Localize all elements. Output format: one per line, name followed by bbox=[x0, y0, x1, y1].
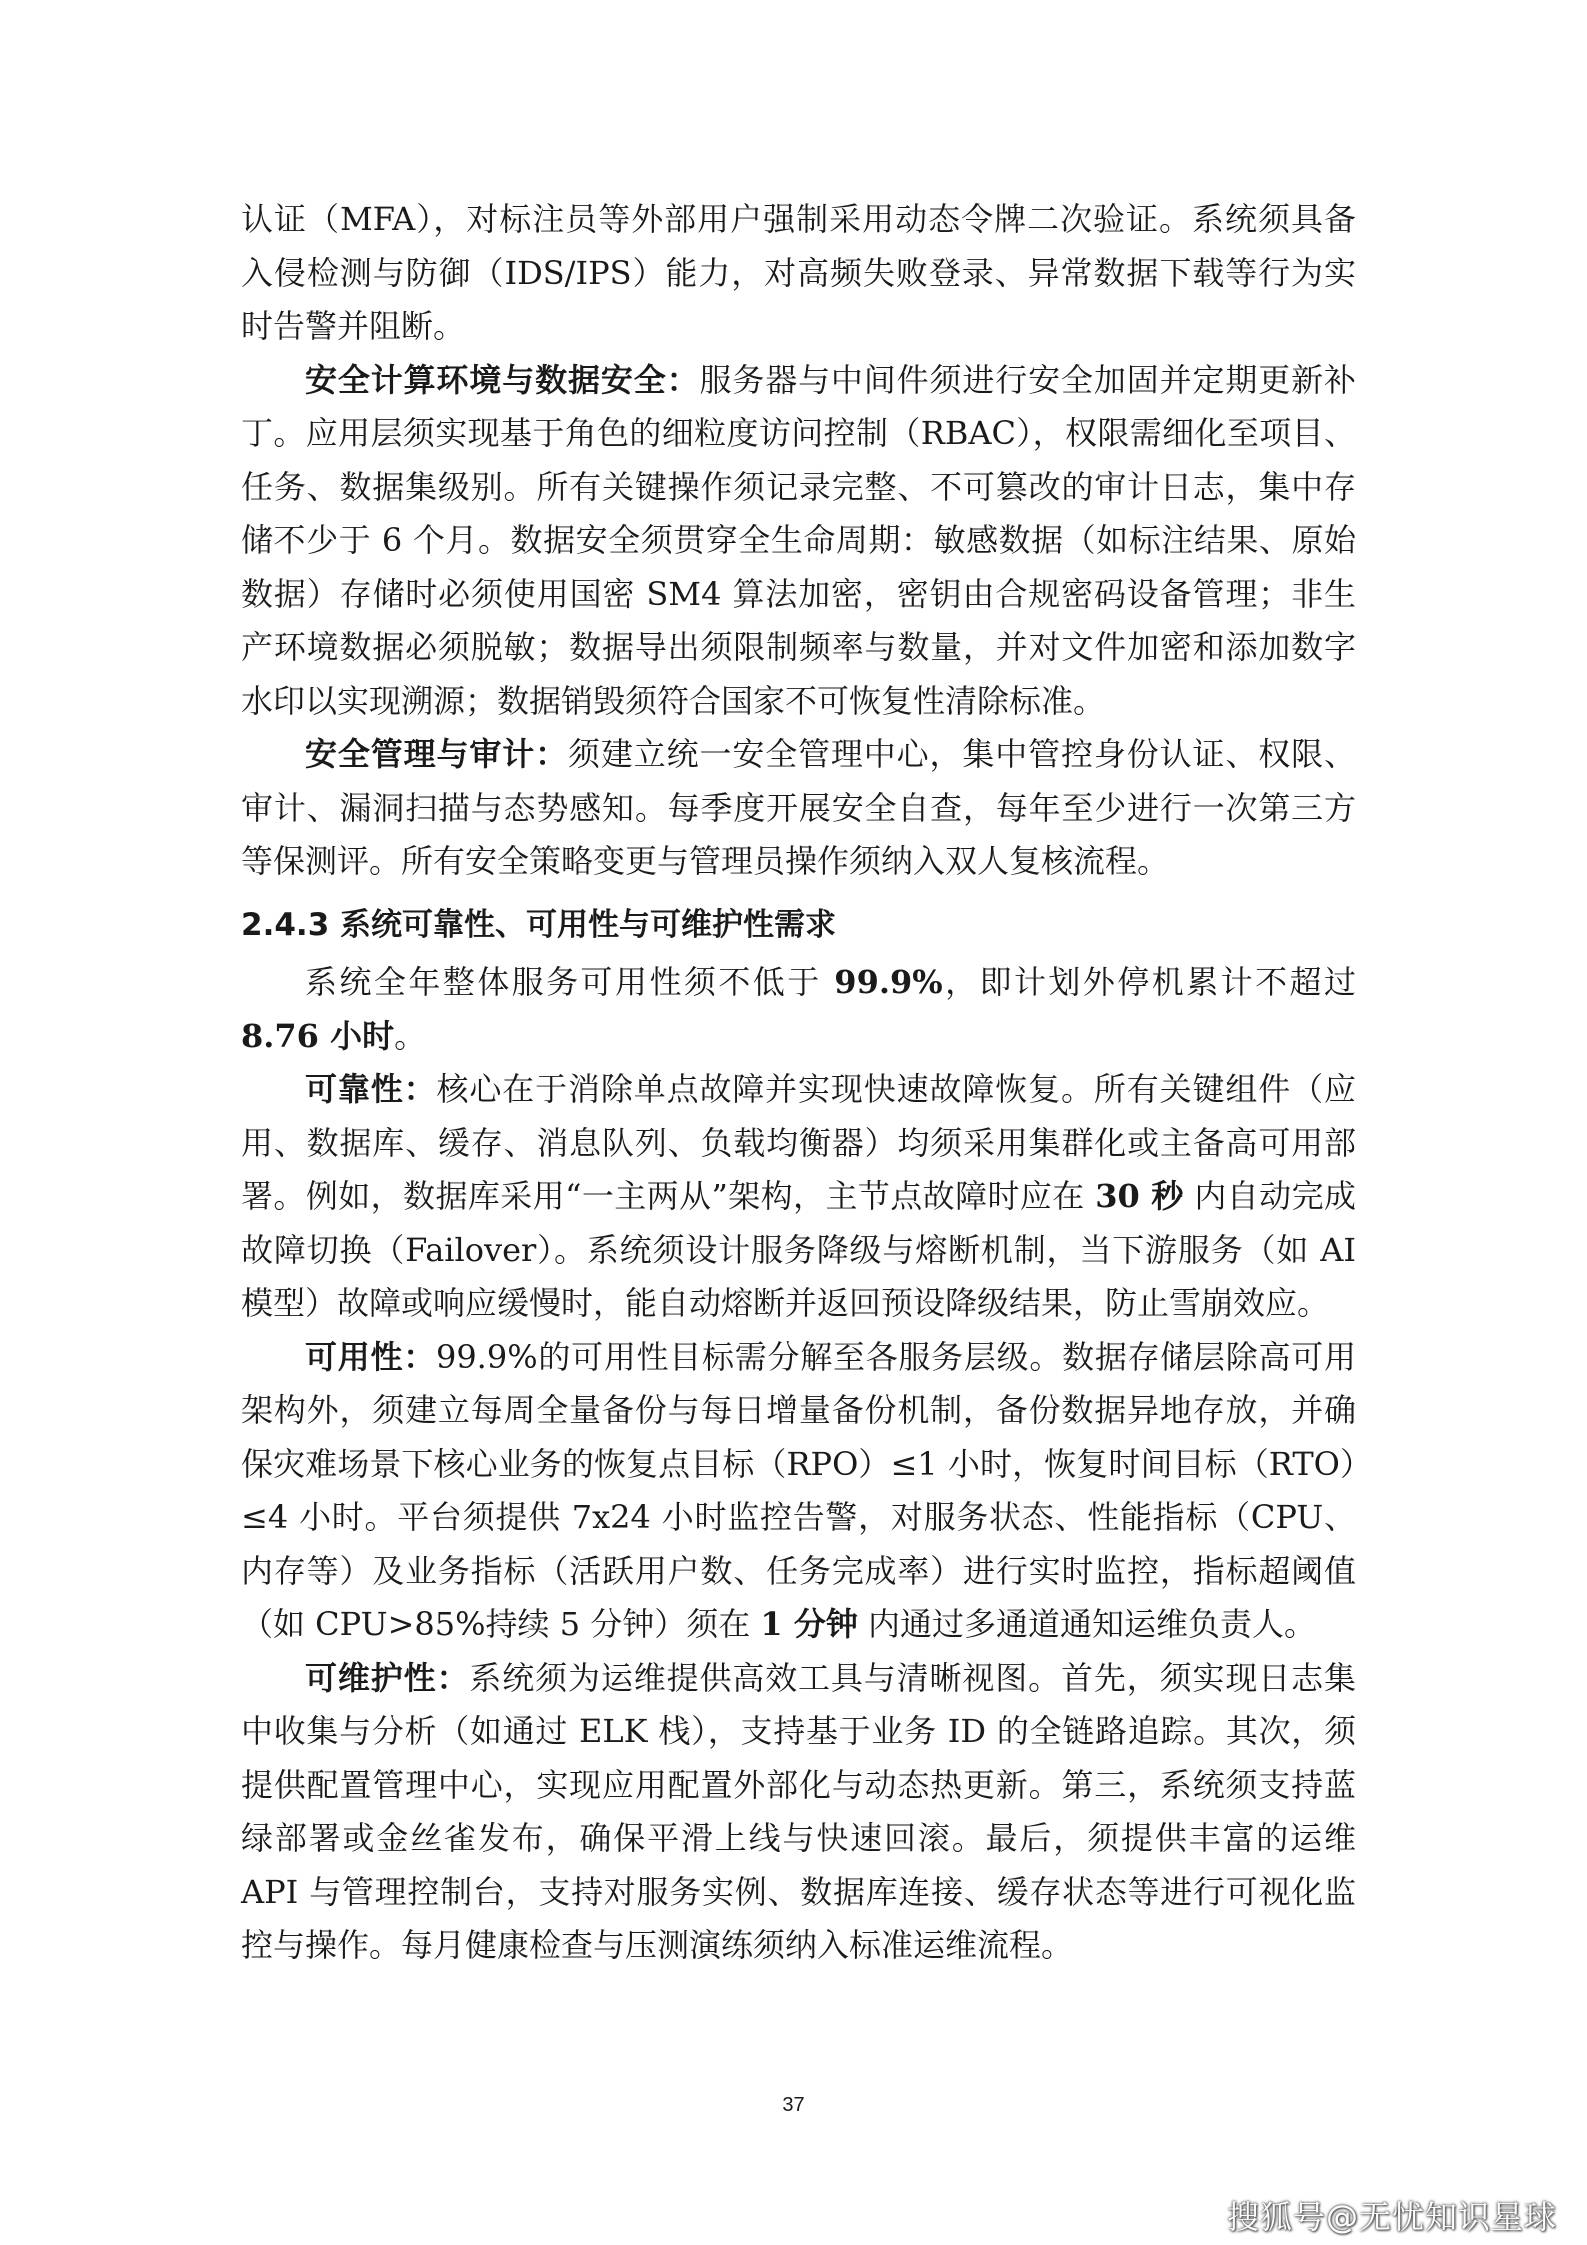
failover-time-value: 30 秒 bbox=[1095, 1177, 1184, 1215]
paragraph-reliability: 可靠性：核心在于消除单点故障并实现快速故障恢复。所有关键组件（应用、数据库、缓存、消息队列、负载均衡器）均须采用集群化或主备高可用部署。例如，数据库采用“一主两从”架构，主节点故障时应在 30 秒 内自动完成故障切换（Failover）。系统须设计服务降级与熔断机制，当下游服务（如 AI 模型）故障或响应缓慢时，能自动熔断并返回预设降级结果，防止雪崩效应。 bbox=[241, 1070, 1356, 1322]
paragraph-compute-data-security: 安全计算环境与数据安全：服务器与中间件须进行安全加固并定期更新补丁。应用层须实现基于角色的细粒度访问控制（RBAC），权限需细化至项目、任务、数据集级别。所有关键操作须记录完整、不可篡改的审计日志，集中存储不少于 6 个月。数据安全须贯穿全生命周期：敏感数据（如标注结果、原始数据）存储时必须使用国密 SM4 算法加密，密钥由合规密码设备管理；非生产环境数据必须脱敏；数据导出须限制频率与数量，并对文件加密和添加数字水印以实现溯源；数据销毁须符合国家不可恢复性清除标准。 bbox=[241, 360, 1356, 720]
section-heading: 2.4.3 系统可靠性、可用性与可维护性需求 bbox=[241, 906, 837, 943]
paragraph-lead: 可用性： bbox=[305, 1337, 436, 1376]
paragraph-lead: 可靠性： bbox=[305, 1070, 437, 1108]
page-number: 37 bbox=[782, 2094, 805, 2116]
paragraph-lead: 可维护性： bbox=[305, 1658, 470, 1697]
alert-time-value: 1 分钟 bbox=[760, 1605, 858, 1643]
paragraph-availability-target: 系统全年整体服务可用性须不低于 99.9%，即计划外停机累计不超过 8.76 小时。 bbox=[241, 963, 1356, 1055]
paragraph-maintainability: 可维护性：系统须为运维提供高效工具与清晰视图。首先，须实现日志集中收集与分析（如通过 ELK 栈），支持基于业务 ID 的全链路追踪。其次，须提供配置管理中心，实现应用配置外部化与动态热更新。第三，系统须支持蓝绿部署或金丝雀发布，确保平滑上线与快速回滚。最后，须提供丰富的运维 API 与管理控制台，支持对服务实例、数据库连接、缓存状态等进行可视化监控与操作。每月健康检查与压测演练须纳入标准运维流程。 bbox=[241, 1658, 1356, 1964]
watermark: 搜狐号@无忧知识星球 bbox=[1226, 2198, 1557, 2236]
paragraph-availability: 可用性：99.9%的可用性目标需分解至各服务层级。数据存储层除高可用架构外，须建立每周全量备份与每日增量备份机制，备份数据异地存放，并确保灾难场景下核心业务的恢复点目标（RPO）≤1 小时，恢复时间目标（RTO）≤4 小时。平台须提供 7x24 小时监控告警，对服务状态、性能指标（CPU、内存等）及业务指标（活跃用户数、任务完成率）进行实时监控，指标超阈值（如 CPU>85%持续 5 分钟）须在 1 分钟 内通过多通道通知运维负责人。 bbox=[241, 1337, 1356, 1643]
paragraph-lead: 安全管理与审计： bbox=[305, 735, 568, 773]
paragraph-security-management: 安全管理与审计：须建立统一安全管理中心，集中管控身份认证、权限、审计、漏洞扫描与态势感知。每季度开展安全自查，每年至少进行一次第三方等保测评。所有安全策略变更与管理员操作须纳入双人复核流程。 bbox=[241, 735, 1356, 880]
paragraph-lead: 安全计算环境与数据安全： bbox=[305, 360, 700, 399]
availability-value: 99.9% bbox=[834, 963, 943, 1001]
downtime-value: 8.76 小时 bbox=[241, 1016, 395, 1055]
paragraph-mfa-ids: 认证（MFA），对标注员等外部用户强制采用动态令牌二次验证。系统须具备入侵检测与防御（IDS/IPS）能力，对高频失败登录、异常数据下载等行为实时告警并阻断。 bbox=[241, 200, 1356, 345]
document-body bbox=[241, 193, 1356, 1973]
